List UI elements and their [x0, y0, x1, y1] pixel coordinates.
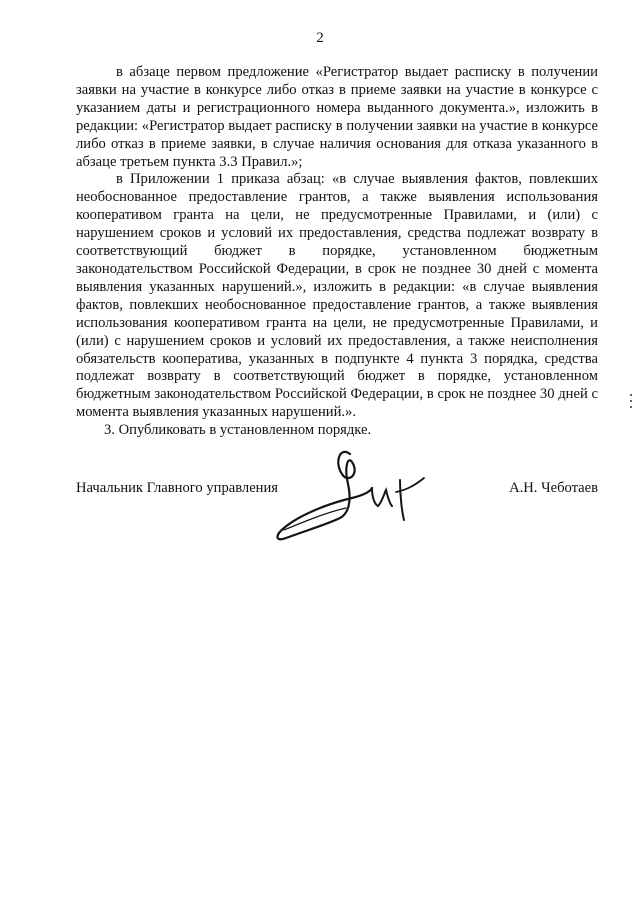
signatory-position-title: Начальник Главного управления — [76, 480, 279, 496]
signature-row — [76, 480, 598, 500]
paragraph-amendment-registrar: в абзаце первом предложение «Регистратор выдает расписку в получении заявки на участие в конкурсе либо отказ в приеме заявки на участие в конкурсе с указанием даты и регистрационного номера выданного документа.», изложить в редакции: «Регистратор выдает расписку в получении заявки на участие в конкурсе либо отказ в приеме заявки, в случае наличия основания для отказа указанного в абзаце третьем пункта 3.3 Правил.»; — [76, 64, 598, 170]
signatory-name: А.Н. Чеботаев — [509, 480, 598, 496]
page-number: 2 — [316, 30, 324, 46]
paragraph-item-3-publish: 3. Опубликовать в установленном порядке. — [104, 422, 372, 439]
paragraph-amendment-appendix-1: в Приложении 1 приказа абзац: «в случае выявления фактов, повлекших необоснованное предоставление грантов, а также выявления использования кооперативом гранта на цели, не предусмотренные Правилами, и (или) с нарушением сроков и условий их предоставления, средства подлежат возврату в соответствующий бюджет в порядке, установленном бюджетным законодательством Российской Федерации, в срок не позднее 30 дней с момента выявления указанных нарушений.», изложить в редакции: «в случае выявления фактов, повлекших необоснованное предоставление грантов, а также выявления использования кооперативом гранта на цели, не предусмотренные Правилами, и (или) с нарушением сроков и условий их предоставления, а также неисполнения обязательств кооператива, указанных в подпункте 4 пункта 3 порядка, средства подлежат возврату в соответствующий бюджет в порядке, установленном бюджетным законодательством Российской Федерации, в срок не позднее 30 дней с момента выявления указанных нарушений.». — [76, 171, 598, 421]
margin-mark — [629, 392, 633, 412]
document-body — [76, 64, 598, 440]
